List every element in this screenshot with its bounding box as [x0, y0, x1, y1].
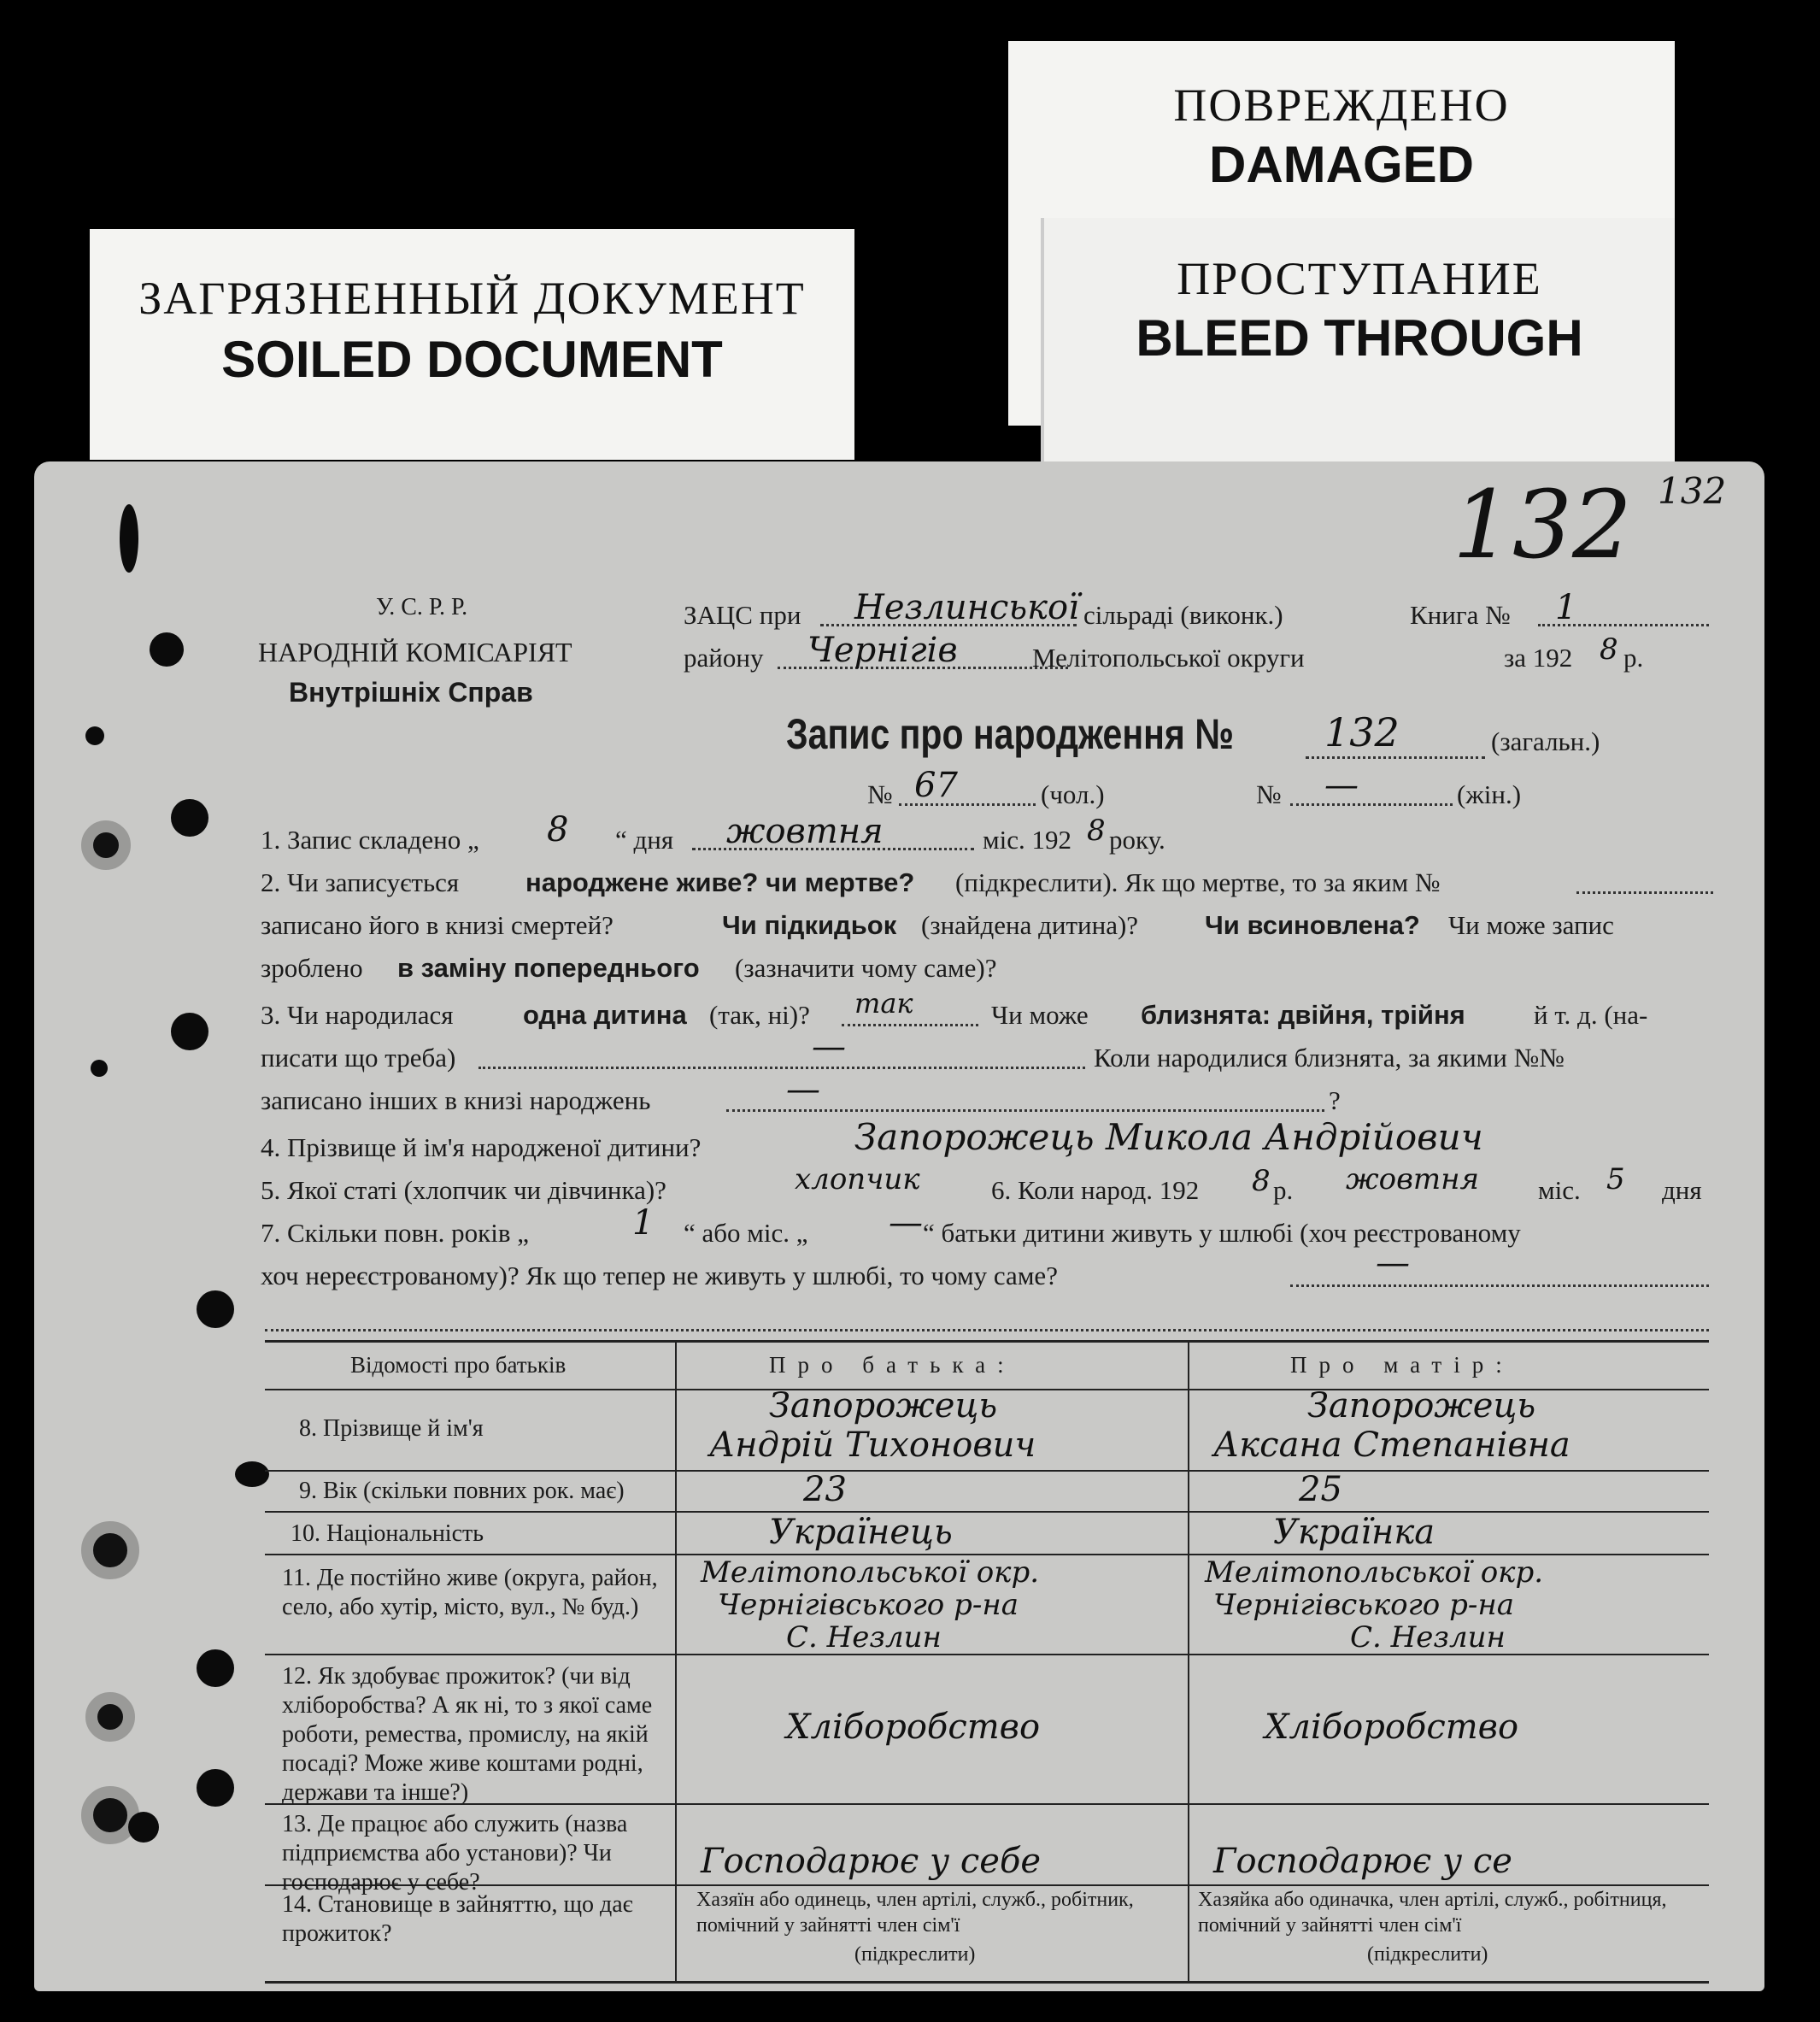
q7-line2: хоч нереєстрованому)? Як що тепер не живуть у шлюбі, то чому саме? — [261, 1261, 1058, 1290]
q7-months: — — [889, 1203, 923, 1243]
punch-hole — [85, 726, 104, 745]
q1-a: 1. Запис складено „ — [261, 825, 479, 855]
bleed-through-label — [1044, 218, 1675, 474]
punch-hole — [91, 1060, 108, 1077]
row8-father-2: Андрій Тихонович — [709, 1425, 1036, 1465]
year-suffix: р. — [1623, 643, 1644, 673]
row8-mother-1: Запорожець — [1307, 1386, 1536, 1425]
punch-hole — [120, 504, 138, 573]
q4-label: 4. Прізвище й ім'я народженої дитини? — [261, 1132, 702, 1162]
record-number-line — [1306, 756, 1485, 759]
usrr-heading: У. С. Р. Р. — [376, 594, 468, 620]
q2-line1-a: 2. Чи записується — [261, 867, 460, 897]
q2-line3-a: зроблено — [261, 953, 363, 983]
punch-hole — [171, 799, 208, 837]
q1-month: жовтня — [726, 812, 884, 851]
table-header-mother: Про матір: — [1290, 1352, 1514, 1378]
record-number: 132 — [1324, 709, 1400, 755]
row8-mother-2: Аксана Степанівна — [1213, 1425, 1570, 1465]
zags-label: ЗАЦС при — [684, 600, 801, 630]
q7-line1-a: 7. Скільки повн. років „ — [261, 1218, 529, 1248]
q2-line2-c: (знайдена дитина)? — [921, 910, 1139, 940]
q1-year: 8 — [1087, 814, 1106, 848]
q3-line1-b: одна дитина — [523, 1000, 687, 1030]
record-title: Запис про народження № — [786, 710, 1234, 758]
q3-value-line — [842, 1024, 978, 1026]
okrug-label: Мелітопольської округи — [1032, 643, 1305, 673]
row12-label: 12. Як здобуває прожиток? (чи від хліборобства? А як ні, то з якої саме роботи, ремества, промислу, на якій посаді? Може живе коштами родні, держави та інше?) — [282, 1663, 653, 1806]
birth-record-form — [34, 461, 1764, 1991]
female-no-suffix: (жін.) — [1457, 779, 1522, 809]
q3-line3-line — [726, 1109, 1324, 1112]
q7-years: 1 — [632, 1203, 655, 1243]
commissariat-heading: НАРОДНІЙ КОМІСАРІЯТ — [258, 637, 572, 667]
q3-line1-e: близнята: двійня, трійня — [1141, 1000, 1465, 1030]
page-number-small: 132 — [1658, 470, 1727, 512]
row14-father-note: (підкреслити) — [854, 1943, 976, 1966]
book-label: Книга № — [1410, 600, 1511, 630]
row9-mother: 25 — [1299, 1470, 1342, 1509]
damaged-label-ru: ПОВРЕЖДЕНО — [1173, 79, 1510, 131]
year-value: 8 — [1600, 632, 1618, 667]
punch-hole — [197, 1290, 234, 1328]
q3-line3-a: записано інших в книзі народжень — [261, 1085, 651, 1115]
bleed-label-ru: ПРОСТУПАНИЕ — [1177, 253, 1542, 304]
row10-label: 10. Національність — [291, 1520, 484, 1547]
soiled-document-label — [90, 229, 854, 460]
male-no-value: 67 — [914, 766, 958, 805]
table-header-father: Про батька: — [769, 1352, 1016, 1378]
soiled-label-ru: ЗАГРЯЗНЕННЫЙ ДОКУМЕНТ — [138, 273, 806, 324]
row8-father-1: Запорожець — [769, 1386, 998, 1425]
male-no-label: № — [867, 779, 893, 809]
q3-line1-a: 3. Чи народилася — [261, 1000, 454, 1030]
soiled-label-en: SOILED DOCUMENT — [221, 331, 723, 388]
punch-hole — [128, 1812, 159, 1843]
row11-mother-1: Мелітопольської окр. — [1205, 1555, 1544, 1590]
punch-hole-ring — [85, 1692, 135, 1742]
book-value: 1 — [1555, 588, 1577, 627]
q3-line3-b: ? — [1329, 1085, 1341, 1115]
q7-line1-b: “ або міс. „ — [684, 1218, 808, 1248]
page-number-handwritten: 132 — [1453, 470, 1632, 579]
q3-line2-a: писати що треба) — [261, 1043, 456, 1073]
row14-label: 14. Становище в зайняттю, що дає прожиток? — [282, 1891, 633, 1947]
row11-father-2: Чернігівського р-на — [718, 1588, 1019, 1622]
q7-line1-c: “ батьки дитини живуть у шлюбі (хоч реєстрованому — [923, 1218, 1521, 1248]
q2-line3-c: (зазначити чому саме)? — [735, 953, 997, 983]
q6-year: 8 — [1252, 1164, 1271, 1198]
q3-line2-b: Коли народилися близнята, за якими №№ — [1094, 1043, 1565, 1073]
q3-line1-d: Чи може — [991, 1000, 1089, 1030]
row13-mother: Господарює у се — [1213, 1842, 1512, 1881]
q6-label: 6. Коли народ. 192 — [991, 1175, 1200, 1205]
row12-father: Хліборобство — [786, 1708, 1041, 1747]
q3-line1-f: й т. д. (на- — [1534, 1000, 1648, 1030]
q2-line2-d: Чи всиновлена? — [1205, 910, 1420, 940]
q1-d: року. — [1109, 825, 1165, 855]
row11-father-1: Мелітопольської окр. — [701, 1555, 1040, 1590]
row14-mother-note: (підкреслити) — [1367, 1943, 1488, 1966]
q6-r: р. — [1273, 1175, 1294, 1205]
punch-hole — [150, 632, 184, 667]
department-heading: Внутрішніх Справ — [289, 677, 533, 708]
punch-hole — [197, 1769, 234, 1807]
q7-line2-line — [1290, 1284, 1709, 1287]
q3-line1-c: (так, ні)? — [709, 1000, 810, 1030]
q3-line2-value: — — [812, 1027, 846, 1067]
row11-mother-3: С. Незлин — [1350, 1620, 1506, 1655]
row11-mother-2: Чернігівського р-на — [1213, 1588, 1514, 1622]
q2-line1-b: народжене живе? чи мертве? — [525, 867, 915, 897]
q1-day: 8 — [547, 810, 569, 849]
rayon-label: району — [684, 643, 764, 673]
q2-line2-e: Чи може запис — [1448, 910, 1614, 940]
bleed-label-en: BLEED THROUGH — [1136, 309, 1583, 367]
record-number-suffix: (загальн.) — [1491, 726, 1600, 756]
row13-label: 13. Де працює або служить (назва підприємства або установи)? Чи господарює у себе? — [282, 1811, 628, 1896]
female-no-line — [1290, 803, 1453, 806]
row11-label: 11. Де постійно живе (округа, район, село, або хутір, місто, вул., № буд.) — [282, 1565, 658, 1620]
punch-hole-ring — [81, 820, 131, 870]
q3-line2-line — [478, 1067, 1085, 1069]
zags-value: Незлинської — [854, 588, 1079, 627]
q2-line1-c: (підкреслити). Як що мертве, то за яким № — [955, 867, 1441, 897]
table-header-info: Відомості про батьків — [350, 1352, 567, 1378]
zags-suffix: сільраді (виконк.) — [1083, 600, 1283, 630]
female-no-value: — — [1324, 766, 1359, 805]
row12-mother: Хліборобство — [1265, 1708, 1519, 1747]
punch-hole — [235, 1461, 269, 1487]
row10-father: Українець — [769, 1513, 953, 1552]
row10-mother: Українка — [1273, 1513, 1435, 1552]
q3-line3-value: — — [786, 1070, 820, 1109]
row11-father-3: С. Незлин — [786, 1620, 942, 1655]
q7-extra-line — [265, 1329, 1709, 1331]
row8-label: 8. Прізвище й ім'я — [299, 1415, 484, 1442]
row14-mother-options: Хазяйка або одиначка, член артілі, служб., робітниця, помічний у зайнятті член сім'ї — [1198, 1889, 1667, 1937]
q5-label: 5. Якої статі (хлопчик чи дівчинка)? — [261, 1175, 666, 1205]
q6-month: жовтня — [1346, 1162, 1480, 1196]
q6-dnya: дня — [1662, 1175, 1702, 1205]
rayon-value: Чернігів — [807, 631, 958, 670]
row9-father: 23 — [803, 1470, 847, 1509]
damaged-label-en: DAMAGED — [1209, 136, 1474, 193]
q2-line3-b: в заміну попереднього — [397, 953, 700, 983]
q6-day: 5 — [1606, 1162, 1625, 1196]
q5-value: хлопчик — [795, 1162, 920, 1196]
q2-line2-b: Чи підкидьок — [722, 910, 897, 940]
q2-line2-a: записано його в книзі смертей? — [261, 910, 614, 940]
female-no-label: № — [1256, 779, 1282, 809]
row13-father: Господарює у себе — [701, 1842, 1042, 1881]
q3-value: так — [854, 987, 913, 1020]
punch-hole — [171, 1013, 208, 1050]
punch-hole — [197, 1649, 234, 1687]
row14-father-options: Хазяїн або одинець, член артілі, служб., робітник, помічний у зайнятті член сім'ї — [696, 1889, 1134, 1937]
q1-b: “ дня — [615, 825, 674, 855]
male-no-suffix: (чол.) — [1041, 779, 1105, 809]
punch-hole-ring — [81, 1521, 139, 1579]
row9-label: 9. Вік (скільки повних рок. має) — [299, 1478, 625, 1504]
q1-c: міс. 192 — [983, 825, 1071, 855]
q2-number-line — [1576, 891, 1713, 894]
q4-value: Запорожець Микола Андрійович — [854, 1116, 1483, 1158]
year-label: за 192 — [1504, 643, 1573, 673]
q7-value: — — [1376, 1243, 1410, 1283]
q6-mis: міс. — [1538, 1175, 1581, 1205]
